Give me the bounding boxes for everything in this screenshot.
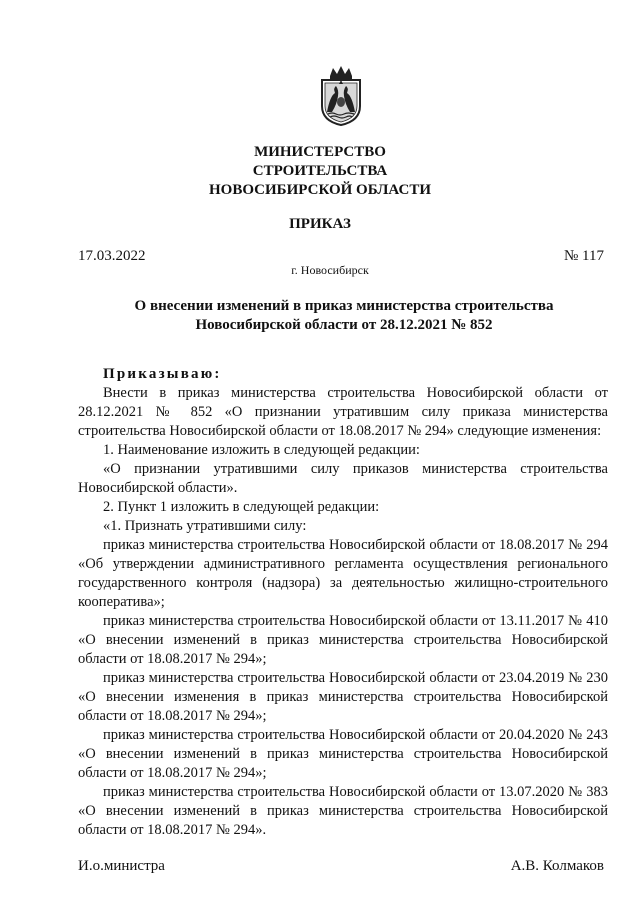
order-word: Приказываю: [103,366,222,382]
ministry-name-line-2: СТРОИТЕЛЬСТВА [252,163,388,179]
document-title-line-1: О внесении изменений в приказ министерства строительства [134,298,554,314]
document-title [78,297,610,335]
body-paragraph-8: приказ министерства строительства Новосибирской области от 23.04.2019 № 230 «О внесении изменения в приказ министерства строительства Новосибирской области от 18.08.2017 № 294»; [78,670,608,724]
body-paragraph-5: «1. Признать утратившими силу: [103,518,307,534]
document-title-line-2: Новосибирской области от 28.12.2021 № 852 [195,317,493,333]
coat-of-arms-icon [318,66,364,126]
body-paragraph-6: приказ министерства строительства Новосибирской области от 18.08.2017 № 294 «Об утверждении административного регламента осуществления регионального государственного контроля (надзора) за деятельностью жилищно-строительного кооператива»; [78,537,608,610]
signatory-name: А.В. Колмаков [510,858,604,874]
body-paragraph-3: «О признании утратившими силу приказов министерства строительства Новосибирской области». [78,461,608,496]
signatory-role: И.о.министра [78,858,165,874]
body-paragraph-1: Внести в приказ министерства строительства Новосибирской области от 28.12.2021 № 852 «О признании утратившим силу приказа министерства строительства Новосибирской области от 18.08.2017 № 294» следующие изменения: [78,385,608,439]
document-type: ПРИКАЗ [289,216,351,232]
body-paragraph-7: приказ министерства строительства Новосибирской области от 13.11.2017 № 410 «О внесении изменений в приказ министерства строительства Новосибирской области от 18.08.2017 № 294»; [78,613,608,667]
document-number: № 117 [563,248,604,264]
body-paragraph-9: приказ министерства строительства Новосибирской области от 20.04.2020 № 243 «О внесении изменений в приказ министерства строительства Новосибирской области от 18.08.2017 № 294»; [78,727,608,781]
body-paragraph-4: 2. Пункт 1 изложить в следующей редакции: [103,499,380,515]
body-paragraph-10: приказ министерства строительства Новосибирской области от 13.07.2020 № 383 «О внесении изменений в приказ министерства строительства Новосибирской области от 18.08.2017 № 294». [78,784,608,838]
document-body [78,384,608,840]
document-city: г. Новосибирск [291,263,369,277]
body-paragraph-2: 1. Наименование изложить в следующей редакции: [103,442,420,458]
ministry-name-line-1: МИНИСТЕРСТВО [254,144,386,160]
document-date: 17.03.2022 [78,248,146,264]
ministry-name-line-3: НОВОСИБИРСКОЙ ОБЛАСТИ [208,182,432,198]
